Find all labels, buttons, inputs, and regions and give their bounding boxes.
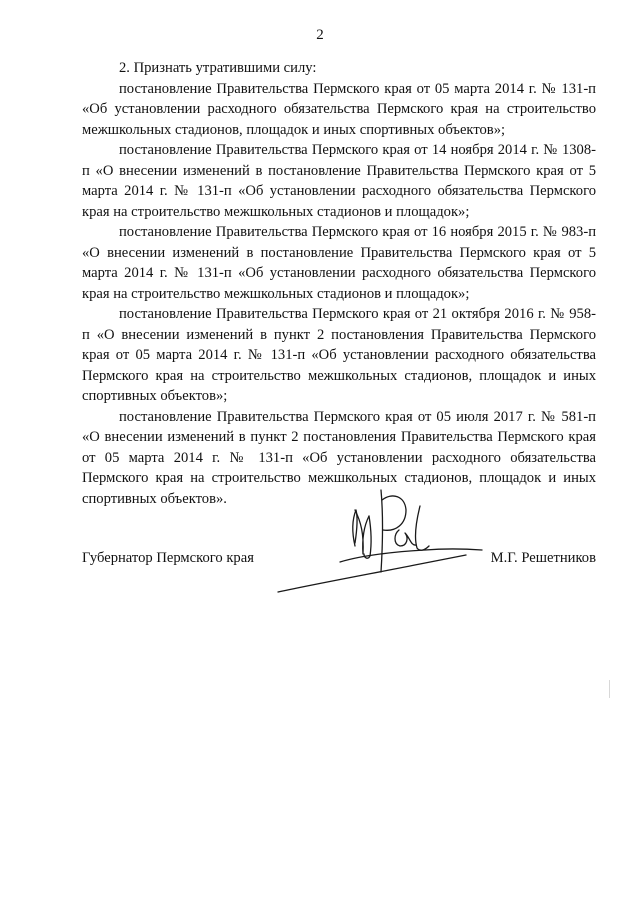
paragraph-repealed-act-5: постановление Правительства Пермского края от 05 июля 2017 г. № 581-п «О внесении изменений в пункт 2 постановления Правительства Пермского края от 05 марта 2014 г. № 131-п «Об установлении расходного обязательства Пермского края на строительство межшкольных стадионов, площадок и иных спортивных объектов». [82,408,596,507]
paragraph-repealed-act-2: постановление Правительства Пермского края от 14 ноября 2014 г. № 1308-п «О внесении изменений в постановление Правительства Пермского края от 5 марта 2014 г. № 131-п «Об установлении расходного обязательства Пермского края на строительство межшкольных стадионов и площадок»; [82,142,596,220]
handwritten-signature [260,488,500,598]
signature-block [82,548,596,572]
paragraph-clause-2: 2. Признать утратившими силу: [119,60,317,76]
paragraph-repealed-act-3: постановление Правительства Пермского края от 16 ноября 2015 г. № 983-п «О внесении изменений в постановление Правительства Пермского края от 5 марта 2014 г. № 131-п «Об установлении расходного обязательства Пермского края на строительство межшкольных стадионов и площадок»; [82,224,596,302]
paragraph-repealed-act-1: постановление Правительства Пермского края от 05 марта 2014 г. № 131-п «Об установлении расходного обязательства Пермского края на строительство межшкольных стадионов, площадок и иных спортивных объектов»; [82,80,596,138]
signatory-name: М.Г. Решетников [490,550,596,566]
scan-artifact [609,680,610,698]
document-body [82,58,596,509]
signatory-position: Губернатор Пермского края [82,550,254,566]
page-number: 2 [316,27,324,43]
paragraph-repealed-act-4: постановление Правительства Пермского края от 21 октября 2016 г. № 958-п «О внесении изменений в пункт 2 постановления Правительства Пермского края от 05 марта 2014 г. № 131-п «Об установлении расходного обязательства Пермского края на строительство межшкольных стадионов, площадок и иных спортивных объектов»; [82,306,596,404]
